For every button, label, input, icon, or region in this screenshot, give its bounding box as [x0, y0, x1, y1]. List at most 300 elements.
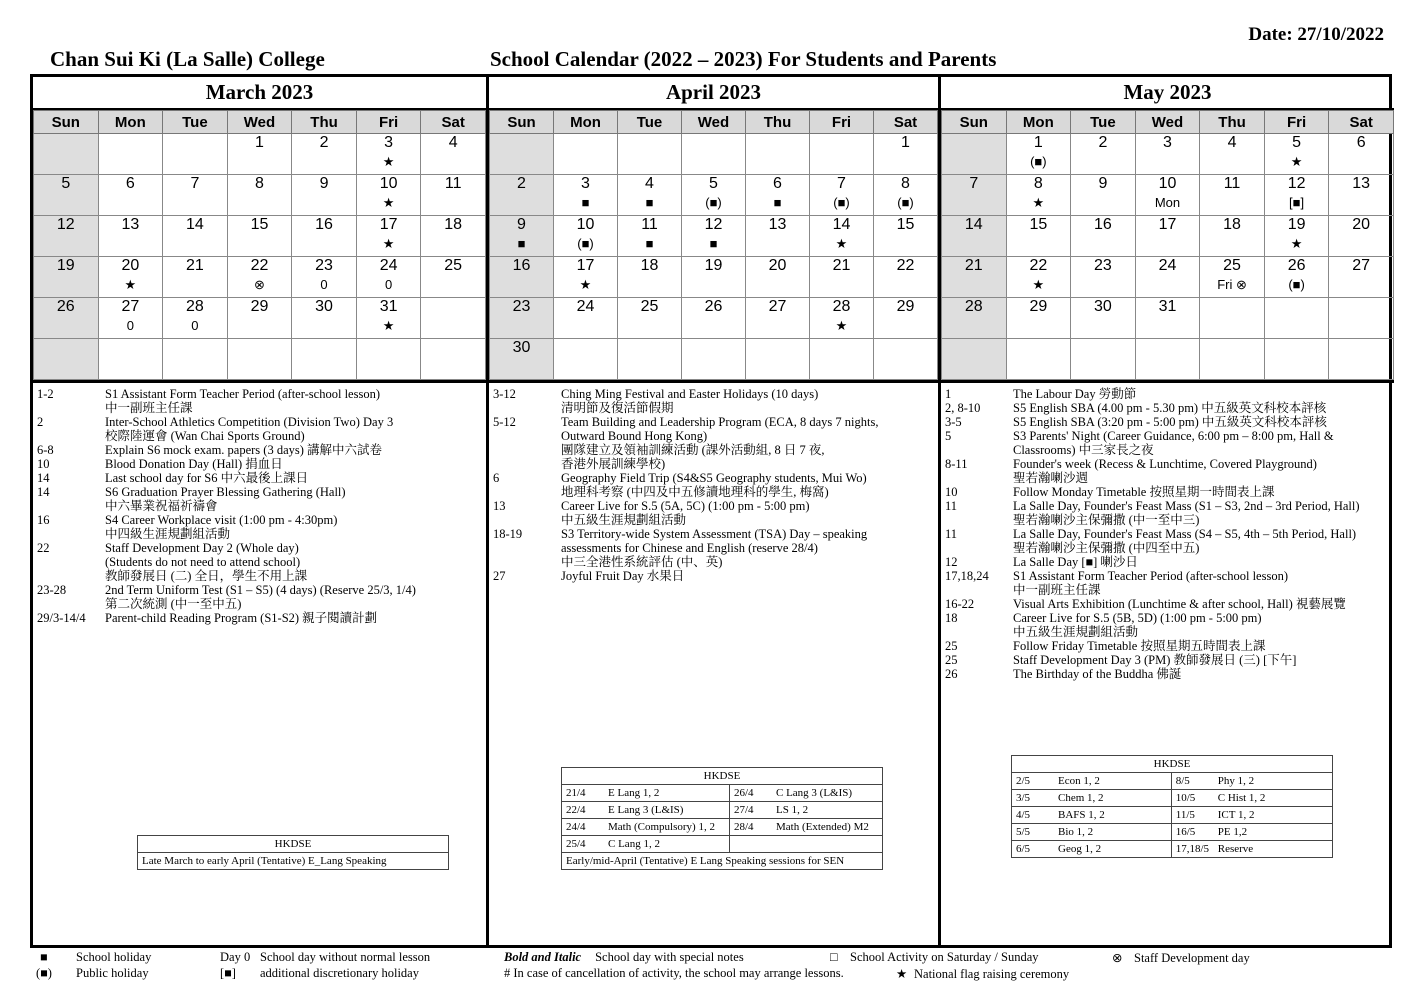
hkdse-subject: Chem 1, 2 [1058, 792, 1104, 804]
day-number: 24 [576, 298, 595, 315]
event-item [493, 443, 934, 457]
event-item [37, 387, 482, 401]
event-text: Parent-child Reading Program (S1-S2) 親子閱讀計劃 [105, 611, 378, 625]
event-date [945, 443, 1013, 457]
day-cell [1200, 339, 1265, 380]
day-mark: ■ [581, 195, 590, 210]
day-mark: ★ [1290, 154, 1303, 169]
day-mark: ★ [835, 236, 848, 251]
event-item [37, 485, 482, 499]
day-number: 8 [901, 175, 910, 192]
day-cell [618, 298, 682, 339]
day-number: 2 [1098, 134, 1108, 151]
event-date [493, 513, 561, 527]
event-date: 25 [945, 653, 958, 667]
hkdse-subject: Bio 1, 2 [1058, 826, 1094, 838]
day-number: 15 [896, 216, 915, 233]
day-cell [1135, 257, 1200, 298]
day-cell [1264, 257, 1329, 298]
day-number: 20 [1352, 216, 1371, 233]
event-date: 26 [945, 667, 958, 681]
event-item [945, 639, 1390, 653]
day-cell [1071, 298, 1136, 339]
day-cell [421, 216, 486, 257]
weekday-header: Tue [618, 111, 682, 134]
day-number: 12 [1287, 175, 1306, 192]
day-cell [1071, 134, 1136, 175]
hkdse-row [562, 785, 883, 802]
hkdse-row [1012, 807, 1333, 824]
event-item [493, 569, 934, 583]
event-text: Career Live for S.5 (5B, 5D) (1:00 pm - 5:00 pm) [1013, 611, 1262, 625]
event-date: 10 [37, 457, 50, 471]
event-date: 12 [945, 555, 958, 569]
event-date [37, 527, 105, 541]
day-number: 2 [517, 175, 526, 192]
day-cell [421, 298, 486, 339]
month-grid [33, 110, 486, 383]
day-number: 18 [444, 216, 463, 233]
day-number: 3 [581, 175, 590, 192]
day-cell [98, 216, 163, 257]
hkdse-subject: E Lang 3 (L&IS) [608, 804, 684, 816]
hkdse-date: 4/5 [1016, 809, 1031, 821]
hkdse-subject: Phy 1, 2 [1217, 775, 1255, 787]
weekday-header: Fri [810, 111, 874, 134]
day-cell [942, 339, 1007, 380]
event-item [37, 527, 482, 541]
event-text: assessments for Chinese and English (reserve 28/4) [561, 541, 818, 555]
day-cell [1006, 134, 1071, 175]
event-text: S5 English SBA (4.00 pm - 5.30 pm) 中五級英文科校本評核 [1013, 401, 1327, 415]
day-cell [490, 339, 554, 380]
event-text: 中六畢業祝福祈禱會 [105, 499, 218, 513]
day-cell [1071, 257, 1136, 298]
month-title: April 2023 [489, 77, 938, 110]
day-cell [682, 216, 746, 257]
day-cell [1329, 175, 1394, 216]
hkdse-date: 17,18/5 [1175, 843, 1210, 855]
week-row [942, 216, 1394, 257]
day-number: 9 [319, 175, 329, 192]
day-cell [98, 339, 163, 380]
event-item [37, 457, 482, 471]
hkdse-date: 22/4 [566, 804, 586, 816]
day-number: 27 [121, 298, 140, 315]
event-text: 聖若瀚喇沙主保彌撒 (中四至中五) [1013, 541, 1200, 555]
event-text: 聖若瀚喇沙主保彌撒 (中一至中三) [1013, 513, 1200, 527]
day-cell [421, 175, 486, 216]
event-item [945, 415, 1390, 429]
hkdse-date: 11/5 [1175, 809, 1195, 821]
day-mark: ★ [382, 195, 395, 210]
hkdse-header-row [138, 836, 449, 853]
event-text: S3 Territory-wide System Assessment (TSA) Day – speaking [561, 527, 868, 541]
hkdse-cell [1171, 841, 1332, 858]
day-cell [874, 134, 938, 175]
day-cell [356, 175, 421, 216]
event-item [493, 387, 934, 401]
hkdse-subject: C Hist 1, 2 [1217, 792, 1266, 804]
day-mark: ★ [579, 277, 592, 292]
event-text: Joyful Fruit Day 水果日 [561, 569, 685, 583]
event-text: S1 Assistant Form Teacher Period (after-school lesson) [1013, 569, 1288, 583]
day-mark: (■) [897, 195, 914, 210]
event-date: 23-28 [37, 583, 67, 597]
event-date [945, 513, 1013, 527]
day-cell [490, 216, 554, 257]
day-number: 16 [512, 257, 531, 274]
day-cell [1071, 339, 1136, 380]
month-may [941, 77, 1394, 945]
day-cell [356, 257, 421, 298]
day-number: 22 [250, 257, 269, 274]
event-text: 中一副班主任課 [105, 401, 193, 415]
event-item [945, 471, 1390, 485]
hkdse-date: 21/4 [566, 787, 586, 799]
day-number: 10 [1158, 175, 1177, 192]
legend-flag-raising: ★ National flag raising ceremony [896, 967, 1070, 981]
day-number: 25 [1223, 257, 1241, 274]
hkdse-subject: Math (Compulsory) 1, 2 [608, 821, 715, 833]
hkdse-subject: Econ 1, 2 [1058, 775, 1100, 787]
day-cell [292, 175, 357, 216]
event-date: 16-22 [945, 597, 975, 611]
day-cell [227, 339, 292, 380]
event-item [945, 513, 1390, 527]
day-cell [1264, 216, 1329, 257]
weekday-header-row [942, 111, 1394, 134]
event-text: 校際陸運會 (Wan Chai Sports Ground) [105, 429, 305, 443]
event-item [493, 401, 934, 415]
day-number: 12 [704, 216, 723, 233]
day-cell [163, 175, 228, 216]
event-item [37, 401, 482, 415]
event-item [493, 513, 934, 527]
day-number: 18 [1223, 216, 1241, 233]
day-number: 4 [448, 134, 458, 151]
week-row [490, 339, 938, 380]
day-number: 23 [512, 298, 531, 315]
event-text: 團隊建立及領袖訓練活動 (課外活動組, 8 日 7 夜, [561, 443, 825, 457]
day-number: 8 [1033, 175, 1043, 192]
day-cell [1135, 134, 1200, 175]
day-cell [356, 298, 421, 339]
day-cell [292, 216, 357, 257]
day-cell [1135, 216, 1200, 257]
day-number: 16 [1094, 216, 1112, 233]
day-mark: (■) [833, 195, 850, 210]
day-number: 27 [768, 298, 787, 315]
event-text: Follow Monday Timetable 按照星期一時間表上課 [1013, 485, 1275, 499]
hkdse-header-row [562, 768, 883, 785]
hkdse-date: 28/4 [733, 821, 754, 833]
day-number: 5 [61, 175, 71, 192]
event-text: S1 Assistant Form Teacher Period (after-school lesson) [105, 387, 380, 401]
hkdse-cell: Late March to early April (Tentative) E_Lang Speaking [138, 853, 449, 870]
hkdse-date: 26/4 [733, 787, 754, 799]
day-mark: Fri ⊗ [1217, 277, 1247, 292]
event-item [945, 457, 1390, 471]
event-item [493, 485, 934, 499]
month-grid [941, 110, 1394, 383]
hkdse-subject: Math (Extended) M2 [775, 821, 869, 833]
day-number: 24 [1158, 257, 1177, 274]
event-date: 14 [37, 471, 50, 485]
day-cell [1071, 216, 1136, 257]
day-cell [1329, 257, 1394, 298]
hkdse-table [561, 767, 883, 870]
event-date [945, 583, 1013, 597]
weekday-header-row [490, 111, 938, 134]
event-text: 地理科考察 (中四及中五修讀地理科的學生, 梅窩) [561, 485, 829, 499]
event-text: Outward Bound Hong Kong) [561, 429, 708, 443]
day-number: 20 [768, 257, 787, 274]
week-row [34, 175, 486, 216]
day-cell [1264, 175, 1329, 216]
event-item [945, 667, 1390, 681]
event-text: Last school day for S6 中六最後上課日 [105, 471, 309, 485]
day-number: 9 [1098, 175, 1108, 192]
day-number: 30 [512, 339, 531, 356]
event-text: (Students do not need to attend school) [105, 555, 301, 569]
event-item [945, 499, 1390, 513]
day-cell [1200, 175, 1265, 216]
calendar-title: School Calendar (2022 – 2023) For Students and Parents [490, 47, 997, 71]
hkdse-cell [1171, 807, 1332, 824]
day-number: 13 [1352, 175, 1371, 192]
event-date: 29/3-14/4 [37, 611, 86, 625]
event-text: Staff Development Day 2 (Whole day) [105, 541, 299, 555]
event-item [945, 555, 1390, 569]
event-text: Classrooms) 中三家長之夜 [1013, 443, 1154, 457]
event-date [945, 625, 1013, 639]
event-date: 14 [37, 485, 50, 499]
hkdse-row [562, 802, 883, 819]
event-text: Staff Development Day 3 (PM) 教師發展日 (三) [下午] [1013, 653, 1297, 667]
event-item [493, 541, 934, 555]
day-number: 8 [255, 175, 264, 192]
day-cell [292, 339, 357, 380]
event-text: 2nd Term Uniform Test (S1 – S5) (4 days) (Reserve 25/3, 1/4) [105, 583, 416, 597]
day-number: 6 [773, 175, 782, 192]
event-date [493, 429, 561, 443]
day-cell [1200, 216, 1265, 257]
day-cell [163, 339, 228, 380]
calendar-table [941, 110, 1394, 380]
day-number: 3 [1163, 134, 1172, 151]
day-cell [874, 175, 938, 216]
day-cell [682, 298, 746, 339]
event-list [489, 383, 938, 583]
hkdse-date: 8/5 [1175, 775, 1190, 787]
day-number: 28 [186, 298, 204, 315]
hkdse-date: 2/5 [1016, 775, 1031, 787]
hkdse-row [562, 819, 883, 836]
day-cell [874, 298, 938, 339]
hkdse-subject: C Lang 3 (L&IS) [775, 787, 853, 799]
day-cell [1329, 216, 1394, 257]
hkdse-note: Early/mid-April (Tentative) E Lang Speaking sessions for SEN [562, 853, 883, 870]
day-number: 17 [379, 216, 398, 233]
weekday-header: Sun [490, 111, 554, 134]
day-number: 7 [190, 175, 200, 192]
day-number: 25 [640, 298, 659, 315]
day-number: 30 [1094, 298, 1112, 315]
hkdse-subject: Geog 1, 2 [1058, 843, 1102, 855]
month-march [33, 77, 486, 945]
day-cell [34, 257, 99, 298]
legend-weekend-activity: □ School Activity on Saturday / Sunday [830, 950, 1039, 964]
day-cell [810, 257, 874, 298]
weekday-header: Wed [227, 111, 292, 134]
day-number: 29 [1029, 298, 1048, 315]
week-row [942, 134, 1394, 175]
day-cell [98, 298, 163, 339]
day-number: 14 [186, 216, 204, 233]
day-mark: ■ [517, 236, 526, 251]
day-cell [618, 175, 682, 216]
hkdse-date: 25/4 [566, 838, 586, 850]
day-number: 26 [704, 298, 723, 315]
event-date: 22 [37, 541, 50, 555]
day-number: 15 [250, 216, 269, 233]
hkdse-subject: PE 1,2 [1217, 826, 1248, 838]
hkdse-date: 24/4 [566, 821, 586, 833]
day-mark: (■) [1288, 277, 1305, 292]
event-text: La Salle Day, Founder's Feast Mass (S4 – S5, 4th – 5th Period, Hall) [1013, 527, 1357, 541]
event-item [493, 555, 934, 569]
day-cell [810, 216, 874, 257]
event-text: 中五級生涯規劃組活動 [1013, 625, 1139, 639]
event-item [37, 583, 482, 597]
event-item [945, 429, 1390, 443]
day-cell [618, 257, 682, 298]
event-item [37, 499, 482, 513]
day-number: 6 [125, 175, 135, 192]
event-date: 11 [945, 499, 958, 513]
event-item [37, 471, 482, 485]
day-mark: ★ [1290, 236, 1303, 251]
event-text: Founder's week (Recess & Lunchtime, Covered Playground) [1013, 457, 1317, 471]
weekday-header: Sun [34, 111, 99, 134]
day-mark: (■) [705, 195, 722, 210]
day-number: 30 [315, 298, 333, 315]
event-text: Ching Ming Festival and Easter Holidays (10 days) [561, 387, 819, 401]
legend-public-holiday: (■) Public holiday [36, 966, 149, 980]
weekday-header: Sun [942, 111, 1007, 134]
day-number: 16 [315, 216, 333, 233]
day-number: 29 [250, 298, 269, 315]
event-text: 香港外展訓練學校) [561, 457, 666, 471]
hkdse-subject: BAFS 1, 2 [1058, 809, 1105, 821]
event-item [493, 527, 934, 541]
hkdse-cell [1012, 773, 1172, 790]
event-text: 中四級生涯規劃組活動 [105, 527, 231, 541]
day-cell [1006, 216, 1071, 257]
day-cell [746, 134, 810, 175]
day-cell [1329, 339, 1394, 380]
event-date: 27 [493, 569, 506, 583]
day-number: 2 [319, 134, 329, 151]
week-row [34, 134, 486, 175]
day-number: 7 [837, 175, 846, 192]
hkdse-cell [1012, 841, 1172, 858]
hkdse-cell [1012, 807, 1172, 824]
day-cell [490, 134, 554, 175]
school-name: Chan Sui Ki (La Salle) College [50, 47, 325, 71]
hkdse-row [138, 853, 449, 870]
event-date [37, 401, 105, 415]
event-text: 中三全港性系統評估 (中、英) [561, 555, 723, 569]
event-text: La Salle Day, Founder's Feast Mass (S1 – S3, 2nd – 3rd Period, Hall) [1013, 499, 1360, 513]
day-cell [1264, 134, 1329, 175]
day-mark: ★ [382, 318, 395, 333]
event-text: S4 Career Workplace visit (1:00 pm - 4:30pm) [105, 513, 338, 527]
event-date: 11 [945, 527, 958, 541]
event-item [945, 443, 1390, 457]
day-number: 20 [121, 257, 140, 274]
hkdse-row [1012, 841, 1333, 858]
day-mark: 0 [191, 318, 199, 333]
day-number: 19 [704, 257, 723, 274]
day-cell [421, 134, 486, 175]
day-mark: ★ [1032, 195, 1045, 210]
weekday-header: Tue [163, 111, 228, 134]
hkdse-table [137, 835, 449, 870]
hkdse-row [1012, 824, 1333, 841]
day-cell [746, 298, 810, 339]
week-row [490, 298, 938, 339]
day-number: 22 [1029, 257, 1048, 274]
day-cell [34, 298, 99, 339]
week-row [490, 134, 938, 175]
day-cell [746, 339, 810, 380]
event-text: Blood Donation Day (Hall) 捐血日 [105, 457, 283, 471]
day-cell [682, 339, 746, 380]
day-cell [1071, 175, 1136, 216]
day-cell [942, 216, 1007, 257]
weekday-header: Thu [746, 111, 810, 134]
day-mark: (■) [577, 236, 594, 251]
day-number: 22 [896, 257, 915, 274]
hkdse-cell [562, 836, 730, 853]
day-number: 9 [517, 216, 526, 233]
hkdse-cell [562, 802, 730, 819]
hkdse-date: 16/5 [1175, 826, 1196, 838]
hkdse-title: HKDSE [138, 836, 449, 853]
hkdse-date: 3/5 [1016, 792, 1031, 804]
event-item [37, 541, 482, 555]
week-row [34, 298, 486, 339]
day-cell [554, 298, 618, 339]
hkdse-cell [1171, 790, 1332, 807]
event-item [493, 499, 934, 513]
event-item [945, 569, 1390, 583]
event-item [945, 583, 1390, 597]
event-date: 1 [945, 387, 952, 401]
day-mark: ■ [773, 195, 782, 210]
event-date [37, 597, 105, 611]
event-date: 1-2 [37, 387, 54, 401]
day-cell [682, 134, 746, 175]
event-date [37, 569, 105, 583]
event-date [493, 541, 561, 555]
event-list [941, 383, 1394, 681]
event-date [493, 443, 561, 457]
hkdse-cell [1012, 790, 1172, 807]
day-number: 21 [964, 257, 983, 274]
